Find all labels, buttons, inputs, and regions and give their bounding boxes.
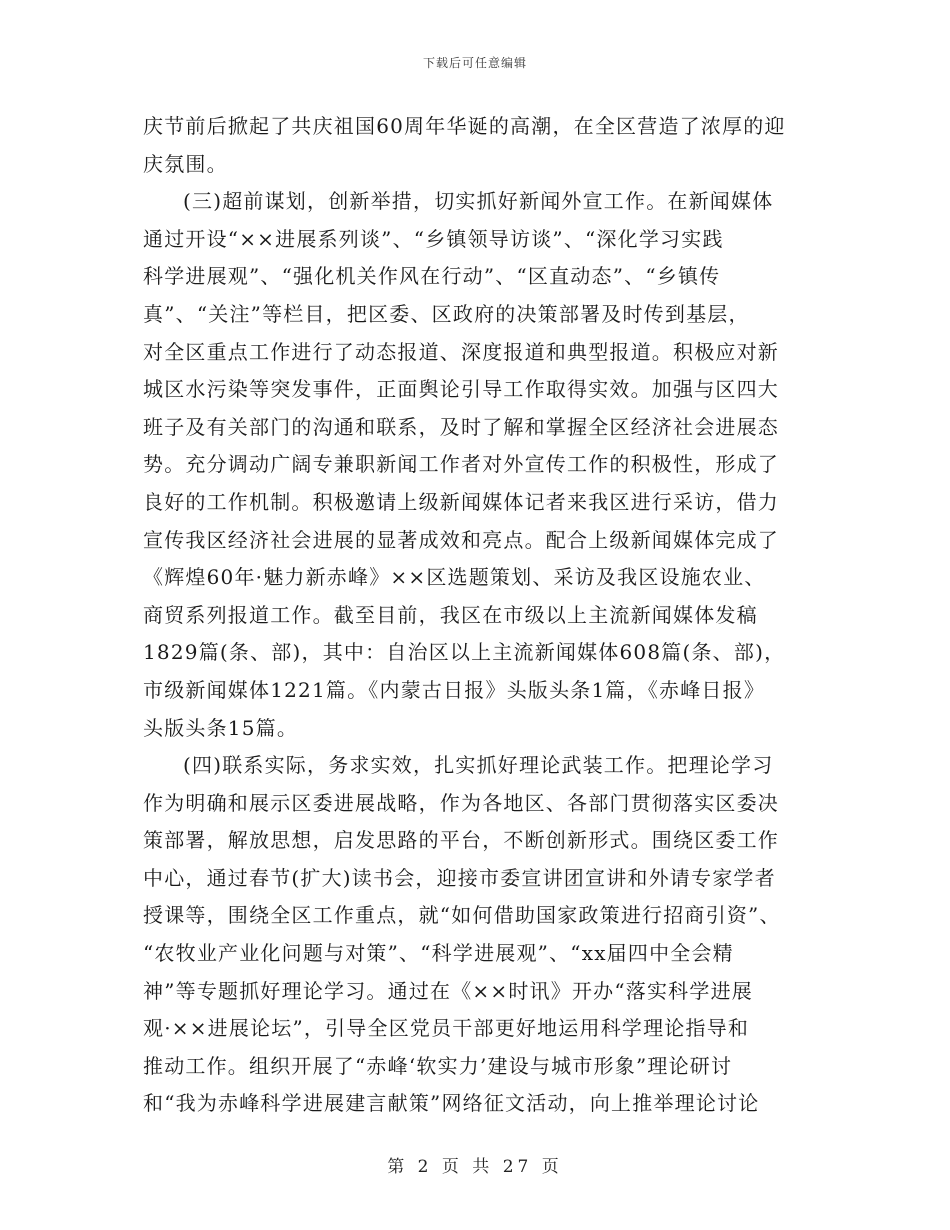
text-line: 作为明确和展示区委进展战略，作为各地区、各部门贯彻落实区委决: [143, 790, 779, 815]
document-body: [143, 108, 803, 1123]
text-line: 真”、“关注”等栏目，把区委、区政府的决策部署及时传到基层，: [143, 301, 750, 326]
text-line: 科学进展观”、“强化机关作风在行动”、“区直动态”、“乡镇传: [143, 264, 721, 289]
text-line: 推动工作。组织开展了“赤峰‘软实力’建设与城市形象”理论研讨: [143, 1053, 733, 1078]
text-line: 观·××进展论坛”，引导全区党员干部更好地运用科学理论指导和: [143, 1016, 750, 1041]
text-line: 《辉煌60年·魅力新赤峰》××区选题策划、采访及我区设施农业、: [143, 565, 766, 590]
text-line: 市级新闻媒体1221篇。《内蒙古日报》头版头条1篇，《赤峰日报》: [143, 677, 766, 702]
text-line: 神”等专题抓好理论学习。通过在《××时讯》开办“落实科学进展: [143, 978, 753, 1003]
text-line: “农牧业产业化问题与对策”、“科学进展观”、“xx届四中全会精: [143, 941, 734, 966]
text-line: 策部署，解放思想，启发思路的平台，不断创新形式。围绕区委工作: [143, 828, 779, 853]
text-line: 中心，通过春节(扩大)读书会，迎接市委宣讲团宣讲和外请专家学者: [143, 865, 776, 890]
text-line: 班子及有关部门的沟通和联系，及时了解和掌握全区经济社会进展态: [143, 414, 779, 439]
paragraph-start-line: (三)超前谋划，创新举措，切实抓好新闻外宣工作。在新闻媒体: [183, 189, 774, 214]
text-line: 宣传我区经济社会进展的显著成效和亮点。配合上级新闻媒体完成了: [143, 527, 779, 552]
text-line: 庆节前后掀起了共庆祖国60周年华诞的高潮，在全区营造了浓厚的迎: [143, 114, 786, 138]
text-line: 城区水污染等突发事件，正面舆论引导工作取得实效。加强与区四大: [143, 377, 779, 402]
paragraph-start-line: (四)联系实际，务求实效，扎实抓好理论武装工作。把理论学习: [183, 753, 774, 778]
text-line: 通过开设“××进展系列谈”、“乡镇领导访谈”、“深化学习实践: [143, 226, 724, 251]
text-line: 1829篇(条、部)，其中：自治区以上主流新闻媒体608篇(条、部)，: [143, 640, 786, 665]
text-line: 头版头条15篇。: [143, 715, 299, 740]
text-line: 势。充分调动广阔专兼职新闻工作者对外宣传工作的积极性，形成了: [143, 452, 779, 477]
text-line: 良好的工作机制。积极邀请上级新闻媒体记者来我区进行采访，借力: [143, 489, 779, 514]
header-note: 下载后可任意编辑: [422, 56, 527, 70]
text-line: 授课等，围绕全区工作重点，就“如何借助国家政策进行招商引资”、: [143, 903, 781, 928]
text-line: 和“我为赤峰科学进展建言献策”网络征文活动，向上推举理论讨论: [143, 1091, 760, 1116]
text-line: 对全区重点工作进行了动态报道、深度报道和典型报道。积极应对新: [143, 339, 779, 364]
text-line: 庆氛围。: [143, 151, 228, 176]
page-number-footer: 第 2 页 共 27 页: [387, 1157, 563, 1177]
text-line: 商贸系列报道工作。截至目前，我区在市级以上主流新闻媒体发稿: [143, 602, 758, 627]
